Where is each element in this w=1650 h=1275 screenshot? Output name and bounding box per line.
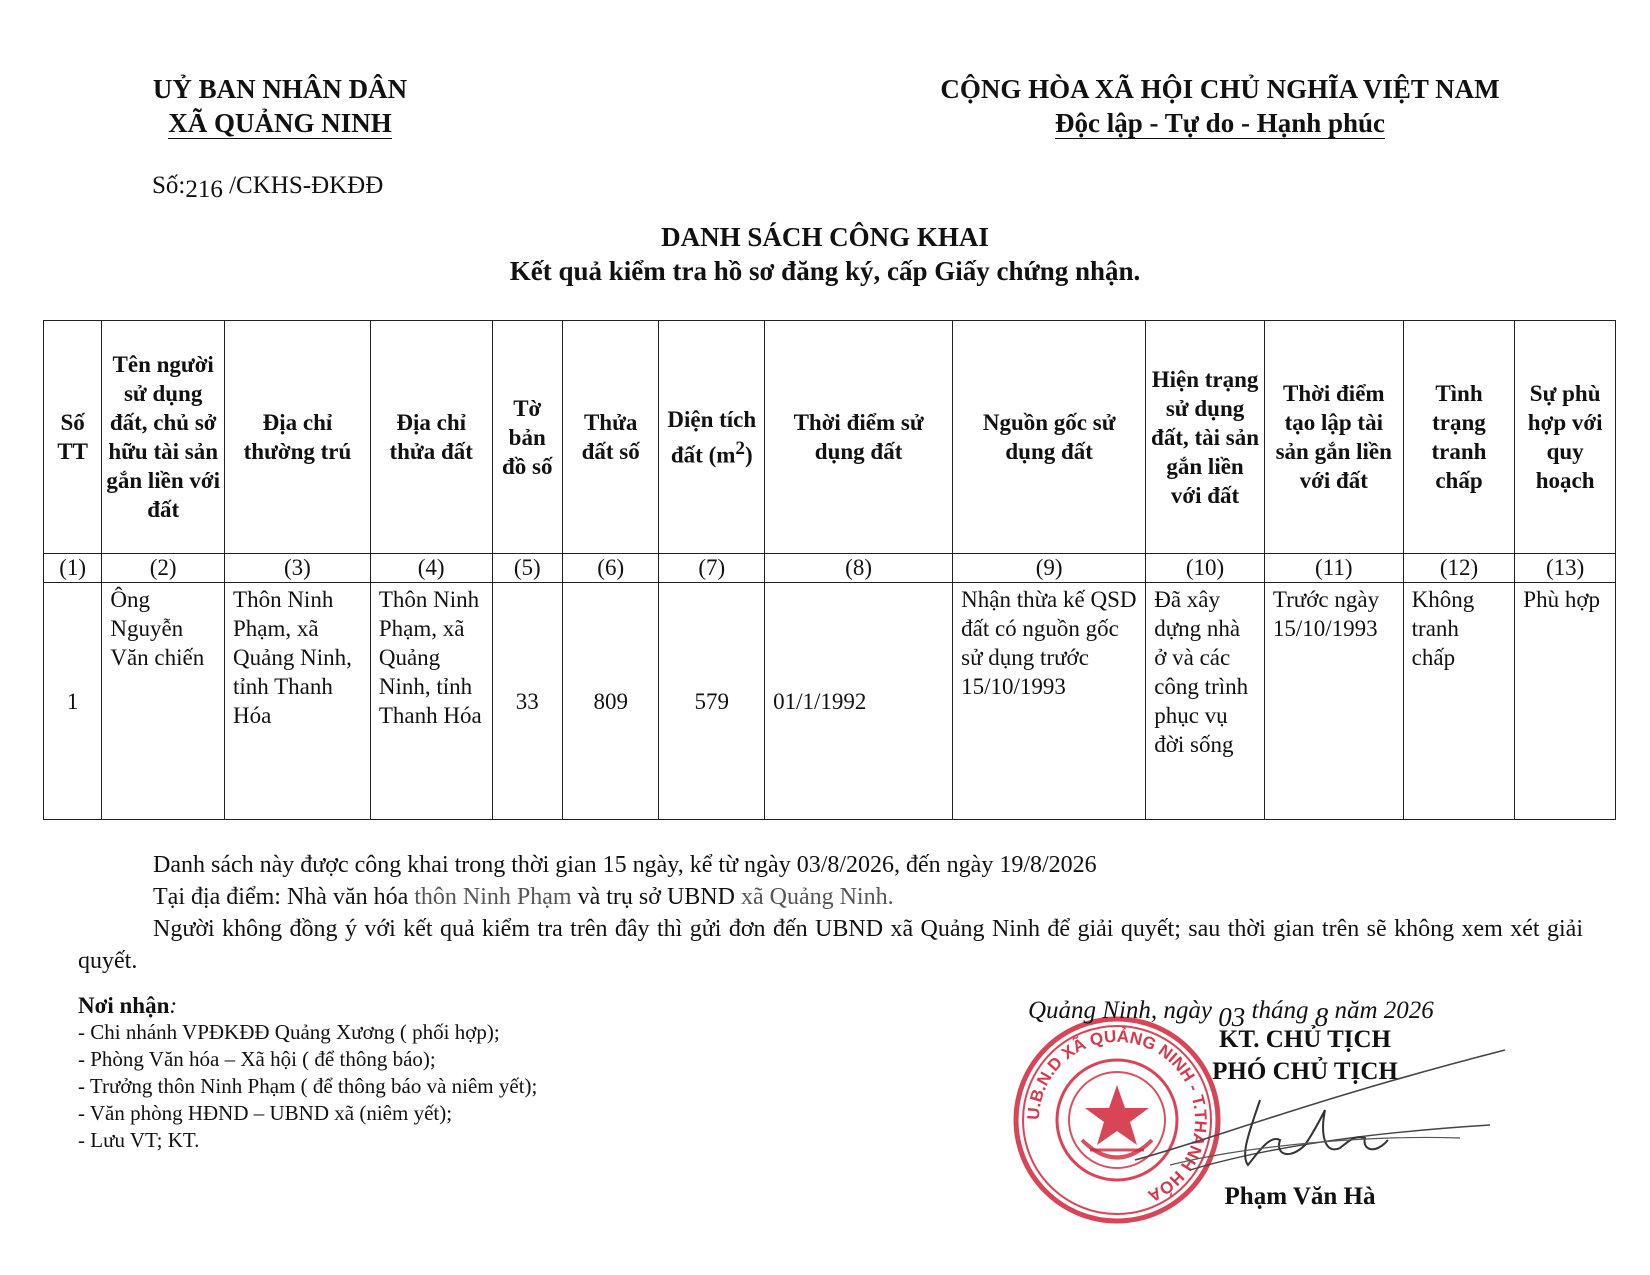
doc-number-value: 216 [185, 176, 223, 203]
notice-period: Danh sách này được công khai trong thời gian 15 ngày, kể từ ngày 03/8/2026, đến ngày 19/8/2026 [153, 852, 1097, 878]
col-number: (9) [953, 554, 1146, 583]
cell-planning: Phù hợp [1515, 583, 1616, 820]
col-number: (6) [562, 554, 659, 583]
column-number-row [44, 554, 1616, 583]
table-row [44, 583, 1616, 820]
list-item: - Trưởng thôn Ninh Phạm ( để thông báo và niêm yết); [78, 1074, 538, 1098]
col-header-area: Diện tích đất $(m^2)$ [659, 321, 765, 554]
national-motto [895, 72, 1545, 140]
place-date: Quảng Ninh, ngày 03 tháng 8 năm 2026 [1028, 997, 1434, 1032]
list-item: - Chi nhánh VPĐKĐĐ Quảng Xương ( phối hợp); [78, 1020, 500, 1044]
col-number: (12) [1403, 554, 1515, 583]
col-number: (7) [659, 554, 765, 583]
col-header-origin: Nguồn gốc sử dụng đất [953, 321, 1146, 554]
document-title: DANH SÁCH CÔNG KHAI [661, 222, 989, 252]
doc-number-suffix: /CKHS-ĐKĐĐ [222, 172, 384, 199]
list-item: - Phòng Văn hóa – Xã hội ( để thông báo); [78, 1047, 436, 1071]
col-header-dispute: Tình trạng tranh chấp [1403, 321, 1515, 554]
cell-dispute: Không tranh chấp [1403, 583, 1515, 820]
notice-location: Tại địa điểm: Nhà văn hóa thôn Ninh Phạm và trụ sở UBND xã Quảng Ninh. [153, 884, 894, 910]
motto-line2: Độc lập - Tự do - Hạnh phúc [1054, 108, 1386, 138]
col-header-parcel-address: Địa chỉ thửa đất [370, 321, 492, 554]
cell-use-time: 01/1/1992 [765, 583, 953, 820]
list-item: - Lưu VT; KT. [78, 1128, 200, 1152]
public-list-table [43, 320, 1616, 820]
seal-text: U.B.N.D XÃ QUẢNG NINH - T.THANH HÓA [1023, 1026, 1211, 1206]
col-number: (4) [370, 554, 492, 583]
cell-stt: 1 [44, 583, 102, 820]
col-number: (11) [1264, 554, 1403, 583]
recipients-title: Nơi nhận: [78, 993, 178, 1018]
col-number: (1) [44, 554, 102, 583]
col-header-asset-time: Thời điểm tạo lập tài sản gắn liền với đất [1264, 321, 1403, 554]
col-header-parcel-no: Thửa đất số [562, 321, 659, 554]
document-subtitle: Kết quả kiểm tra hồ sơ đăng ký, cấp Giấy chứng nhận. [509, 256, 1141, 286]
cell-map-sheet: 33 [492, 583, 562, 820]
cell-origin: Nhận thừa kế QSD đất có nguồn gốc sử dụng trước 15/10/1993 [953, 583, 1146, 820]
col-header-residence: Địa chỉ thường trú [225, 321, 371, 554]
handwritten-signature [1130, 1040, 1510, 1190]
table-header-row [44, 321, 1616, 554]
authority-line1: UỶ BAN NHÂN DÂN [152, 74, 408, 104]
doc-number-prefix: Số: [152, 172, 186, 199]
cell-parcel-address: Thôn Ninh Phạm, xã Quảng Ninh, tỉnh Thanh Hóa [370, 583, 492, 820]
col-header-map-sheet: Tờ bản đồ số [492, 321, 562, 554]
cell-current-status: Đã xây dựng nhà ở và các công trình phục vụ đời sống [1146, 583, 1265, 820]
signer-role-1: KT. CHỦ TỊCH [1218, 1026, 1392, 1053]
cell-residence: Thôn Ninh Phạm, xã Quảng Ninh, tỉnh Thanh Hóa [225, 583, 371, 820]
col-number: (8) [765, 554, 953, 583]
signer-role-2: PHÓ CHỦ TỊCH [1212, 1058, 1398, 1085]
col-number: (2) [102, 554, 225, 583]
issuing-authority [120, 72, 440, 140]
col-number: (5) [492, 554, 562, 583]
col-header-owner: Tên người sử dụng đất, chủ sở hữu tài sản gắn liền với đất [102, 321, 225, 554]
cell-parcel-no: 809 [562, 583, 659, 820]
col-number: (3) [225, 554, 371, 583]
authority-line2: XÃ QUẢNG NINH [168, 108, 392, 138]
cell-owner: Ông Nguyễn Văn chiến [102, 583, 225, 820]
motto-line1: CỘNG HÒA XÃ HỘI CHỦ NGHĨA VIỆT NAM [940, 74, 1500, 104]
col-header-current-status: Hiện trạng sử dụng đất, tài sản gắn liền với đất [1146, 321, 1265, 554]
col-header-planning: Sự phù hợp với quy hoạch [1515, 321, 1616, 554]
signer-name: Phạm Văn Hà [1224, 1183, 1376, 1210]
notice-objection: Người không đồng ý với kết quả kiểm tra trên đây thì gửi đơn đến UBND xã Quảng Ninh để giải quyết; sau thời gian trên sẽ không xem xét giải quyết. [78, 916, 1583, 974]
col-header-stt: Số TT [44, 321, 102, 554]
col-header-use-time: Thời điểm sử dụng đất [765, 321, 953, 554]
recipients-list [78, 992, 537, 1154]
cell-asset-time: Trước ngày 15/10/1993 [1264, 583, 1403, 820]
list-item: - Văn phòng HĐND – UBND xã (niêm yết); [78, 1101, 453, 1125]
col-number: (13) [1515, 554, 1616, 583]
cell-area: 579 [659, 583, 765, 820]
col-number: (10) [1146, 554, 1265, 583]
document-number [152, 172, 384, 203]
